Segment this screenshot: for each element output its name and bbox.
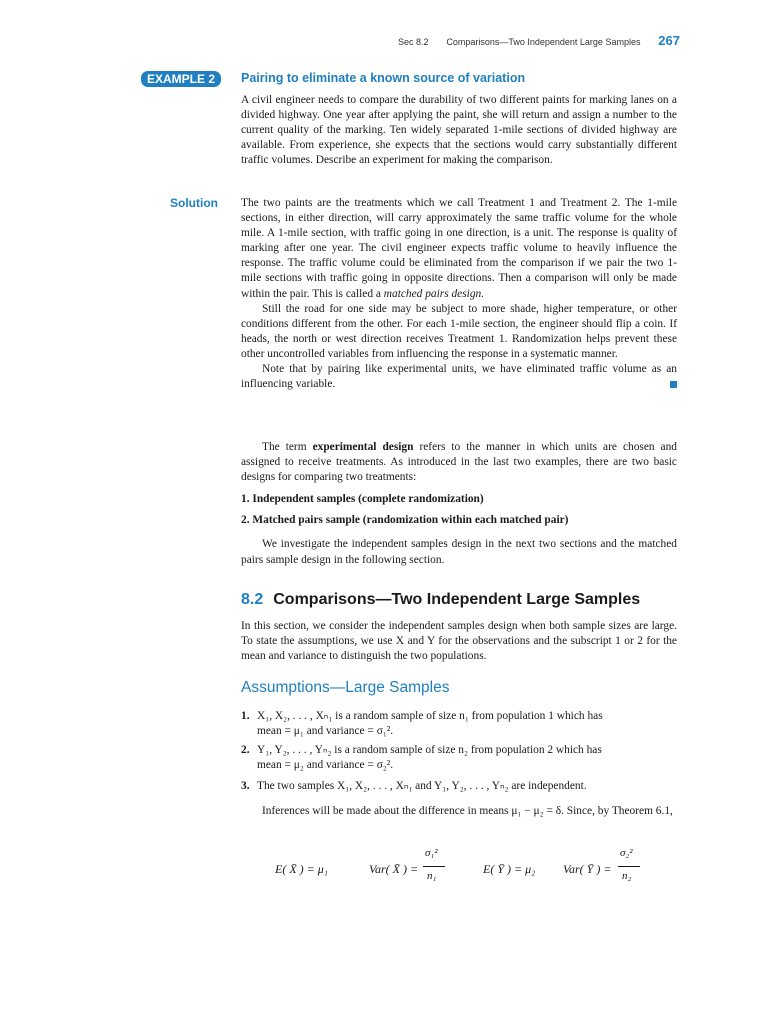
assumption-number: 3.	[241, 780, 250, 792]
example-badge: EXAMPLE 2	[141, 71, 221, 87]
assumption-line: mean = μ₂ and variance = σ₂².	[257, 759, 394, 772]
example-text: A civil engineer needs to compare the durability of two different paints for marking lanes on a divided highway. One year after applying the paint, she will return and assign a number to the current quality of the marking. Ten widely separated 1-mile sections of divided highway are available. From experience, she expects that the sections would carry substantially different traffic volumes. Describe an experiment for making the comparison.	[241, 94, 677, 167]
design-post: refers to the manner in which units are chosen and assigned to receive treatments. As introduced in the last two examples, there are two basic designs for comparing two treatments:	[241, 441, 678, 484]
assumption-line: The two samples X₁, X₂, . . . , Xₙ₁ and Y₁, Y₂, . . . , Yₙ₂ are independent.	[257, 780, 587, 792]
formula-e-y: E( Ȳ ) = μ₂	[483, 862, 536, 876]
formula-var-x: Var( X̄ ) =	[369, 862, 419, 876]
solution-paragraph-2: Still the road for one side may be subject to more shade, higher temperature, or other conditions different from the other. For each 1-mile section, the engineer should flip a coin. If heads, the north or west direction receives Treatment 1. Randomization helps prevent these other uncontrolled variables from influencing the response in a systematic manner.	[241, 302, 677, 360]
assumption-number: 1.	[241, 710, 250, 722]
inference-paragraph	[241, 804, 677, 819]
section-heading	[241, 591, 640, 609]
design-list-item-2: 2. Matched pairs sample (randomization within each matched pair)	[241, 514, 569, 527]
formula-den-2: n₂	[622, 870, 632, 882]
example-title: Pairing to eliminate a known source of variation	[241, 71, 526, 85]
inference-text: Inferences will be made about the difference in means μ₁ − μ₂ = δ. Since, by Theorem 6.1,	[262, 805, 673, 817]
formula-var-y: Var( Ȳ ) =	[563, 862, 612, 876]
formula-e-x: E( X̄ ) = μ₁	[275, 862, 328, 876]
section-title: Comparisons—Two Independent Large Samples	[273, 591, 641, 608]
assumption-item-1	[241, 709, 677, 739]
assumption-item-3	[241, 779, 677, 794]
design-paragraph	[241, 440, 677, 485]
page-number: 267	[658, 33, 680, 48]
design-pre: The term	[262, 441, 313, 453]
example-body	[241, 93, 677, 168]
fraction-bar	[423, 866, 445, 867]
design-list-item-1: 1. Independent samples (complete randomization)	[241, 493, 484, 506]
formula-num-2: σ₂²	[620, 847, 633, 859]
section-intro-text: In this section, we consider the independent samples design when both sample sizes are large. To state the assumptions, we use X and Y for the observations and the subscript 1 or 2 for the mean and variance to distinguish the two populations.	[241, 620, 677, 663]
running-header	[398, 33, 680, 48]
assumption-number: 2.	[241, 744, 250, 756]
formula-num-1: σ₁²	[425, 847, 438, 859]
solution-p1-italic: matched pairs design.	[383, 287, 485, 300]
solution-body	[241, 196, 677, 392]
formula-den-1: n₁	[427, 870, 437, 882]
design-paragraph-after: We investigate the independent samples design in the next two sections and the matched pairs sample design in the following section.	[241, 538, 677, 566]
solution-p3-text: Note that by pairing like experimental units, we have eliminated traffic volume as an influencing variable.	[241, 363, 677, 391]
section-number: 8.2	[241, 591, 264, 608]
end-of-proof-square-icon	[670, 381, 677, 388]
assumption-line: X₁, X₂, . . . , Xₙ₁ is a random sample of size n₁ from population 1 which has	[257, 710, 603, 722]
design-bold-term: experimental design	[312, 441, 414, 453]
solution-paragraph-1	[241, 196, 677, 302]
header-title: Comparisons—Two Independent Large Samples	[446, 37, 641, 47]
design-body	[241, 440, 677, 568]
assumptions-heading: Assumptions—Large Samples	[241, 679, 450, 696]
solution-paragraph-3	[241, 362, 677, 392]
assumption-item-2	[241, 743, 677, 773]
section-intro	[241, 619, 677, 664]
fraction-bar	[618, 866, 640, 867]
header-section: Sec 8.2	[398, 37, 429, 47]
assumption-line: Y₁, Y₂, . . . , Yₙ₂ is a random sample of size n₂ from population 2 which has	[257, 744, 602, 756]
solution-p1-text: The two paints are the treatments which we call Treatment 1 and Treatment 2. The 1-mile sections, in either direction, will carry approximately the same traffic volume for the whole mile. A 1-mile section, with traffic going in one direction, is a unit. The response is quality of marking after one year. The civil engineer expects traffic volume to heavily influence the response. The traffic volume could be eliminated from the comparison if we pair the two 1-mile sections with traffic going in opposite directions. Then a comparison will only be made within the pair. This is called a	[241, 197, 677, 300]
solution-label: Solution	[170, 196, 218, 210]
assumption-line: mean = μ₁ and variance = σ₁².	[257, 725, 394, 738]
